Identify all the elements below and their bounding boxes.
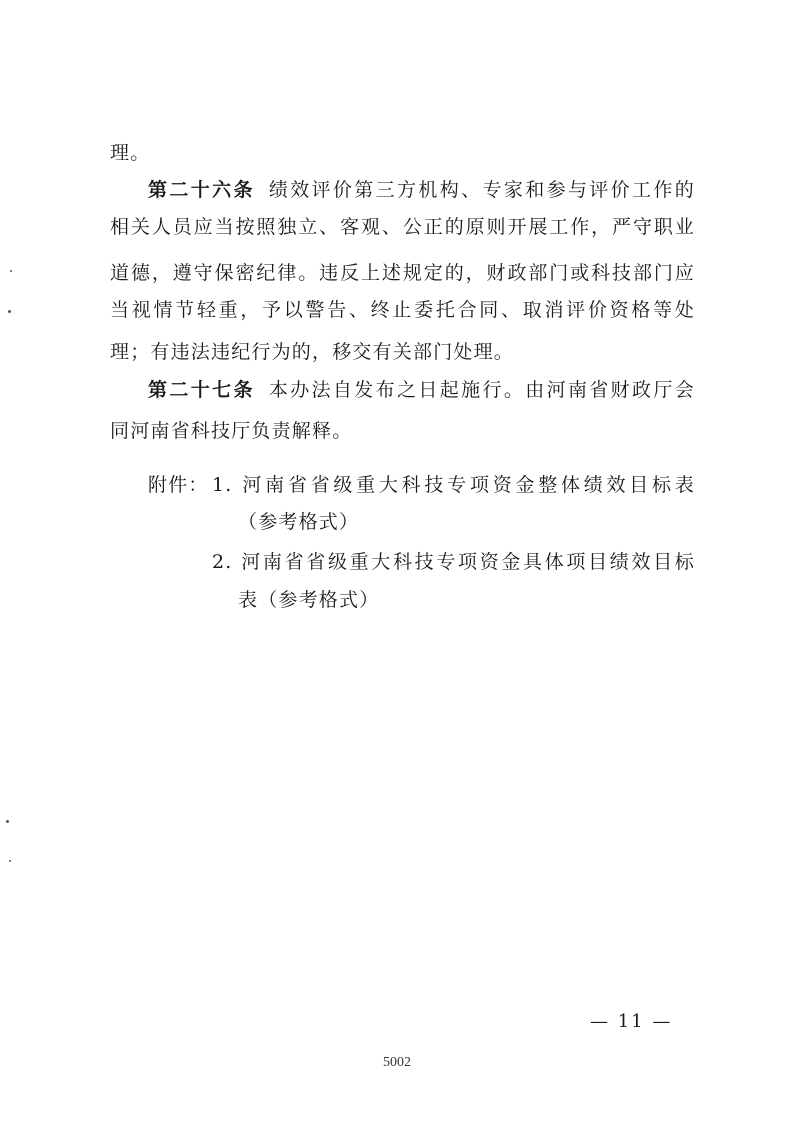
article-27-number: 第二十七条 [148, 379, 255, 401]
article-26-line-3: 道德，遵守保密纪律。违反上述规定的，财政部门或科技部门应 [110, 262, 695, 284]
scan-speck [10, 270, 12, 272]
scan-speck [9, 860, 11, 862]
footer-code: 5002 [383, 1055, 411, 1070]
scan-speck [8, 310, 11, 313]
scan-speck [6, 820, 9, 823]
attachment-2-line-1: 2. 河南省省级重大科技专项资金具体项目绩效目标 [212, 551, 695, 573]
attachment-2-line-2: 表（参考格式） [238, 589, 380, 611]
article-27-line-1 [148, 378, 695, 402]
article-26-text-1: 绩效评价第三方机构、专家和参与评价工作的 [268, 179, 695, 201]
attachments-label: 附件： [148, 474, 209, 496]
page-number: — 11 — [590, 1011, 673, 1032]
article-27-line-2: 同河南省科技厅负责解释。 [110, 420, 353, 442]
article-26-line-4: 当视情节轻重，予以警告、终止委托合同、取消评价资格等处 [110, 299, 695, 321]
article-26-number: 第二十六条 [148, 179, 255, 201]
article-27-text-1: 本办法自发布之日起施行。由河南省财政厅会 [268, 379, 695, 401]
article-26-line-5: 理；有违法违纪行为的，移交有关部门处理。 [110, 341, 515, 363]
article-26-line-1 [148, 178, 695, 202]
attachment-1-line-2: （参考格式） [238, 511, 360, 533]
article-26-line-2: 相关人员应当按照独立、客观、公正的原则开展工作，严守职业 [110, 216, 695, 238]
continued-text-line: 理。 [110, 142, 151, 164]
attachment-1-line-1: 1. 河南省省级重大科技专项资金整体绩效目标表 [212, 474, 695, 496]
